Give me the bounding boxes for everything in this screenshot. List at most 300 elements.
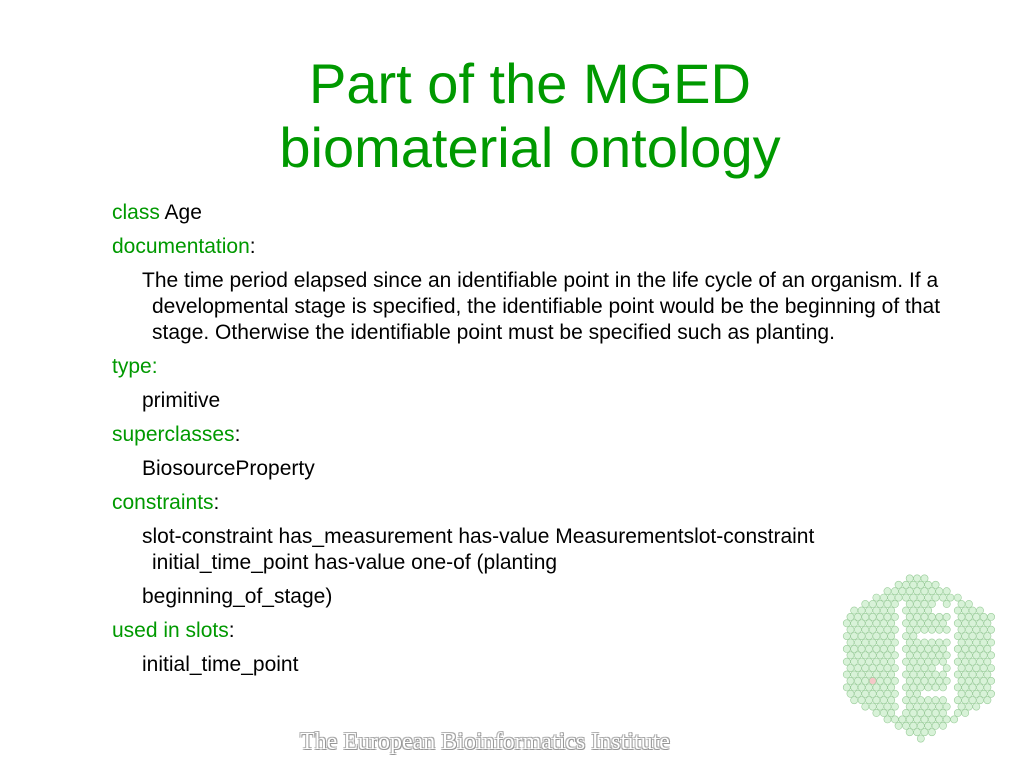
logo-dot xyxy=(958,600,965,607)
logo-dot xyxy=(862,665,869,672)
logo-dot xyxy=(902,671,909,678)
logo-dot xyxy=(865,671,872,678)
logo-dot xyxy=(880,633,887,640)
logo-dot xyxy=(939,594,946,601)
logo-dot xyxy=(925,581,932,588)
logo-dot xyxy=(888,620,895,627)
logo-dot xyxy=(880,594,887,601)
logo-dot xyxy=(932,684,939,691)
logo-dot xyxy=(973,626,980,633)
superclasses-colon: : xyxy=(234,423,241,446)
logo-dot xyxy=(847,665,854,672)
logo-dot xyxy=(973,639,980,646)
logo-dot xyxy=(865,697,872,704)
logo-dot xyxy=(884,626,891,633)
logo-dot xyxy=(862,690,869,697)
logo-dot xyxy=(851,671,858,678)
used-in-slots-colon: : xyxy=(228,619,235,642)
logo-dot xyxy=(877,703,884,710)
logo-dot xyxy=(854,626,861,633)
logo-dot xyxy=(936,677,943,684)
logo-dot xyxy=(847,677,854,684)
logo-dot xyxy=(877,652,884,659)
logo-dot xyxy=(925,607,932,614)
logo-dot xyxy=(969,697,976,704)
logo-dot xyxy=(847,690,854,697)
logo-dot-grid xyxy=(843,575,995,742)
logo-dot xyxy=(858,620,865,627)
logo-dot xyxy=(888,633,895,640)
logo-dot xyxy=(854,690,861,697)
logo-dot xyxy=(902,594,909,601)
logo-dot xyxy=(902,658,909,665)
logo-dot xyxy=(943,716,950,723)
logo-dot xyxy=(854,652,861,659)
logo-dot xyxy=(925,658,932,665)
logo-dot xyxy=(954,633,961,640)
logo-dot xyxy=(932,645,939,652)
logo-dot xyxy=(847,652,854,659)
logo-dot xyxy=(865,645,872,652)
logo-dot xyxy=(958,677,965,684)
logo-dot xyxy=(851,645,858,652)
logo-dot xyxy=(917,735,924,742)
logo-dot xyxy=(969,684,976,691)
logo-dot xyxy=(921,652,928,659)
logo-dot xyxy=(884,690,891,697)
superclasses-entry xyxy=(112,422,942,448)
logo-dot xyxy=(880,645,887,652)
logo-dot xyxy=(932,671,939,678)
logo-dot xyxy=(965,690,972,697)
logo-dot xyxy=(939,684,946,691)
logo-dot xyxy=(869,600,876,607)
logo-dot xyxy=(917,620,924,627)
logo-dot xyxy=(847,613,854,620)
logo-dot xyxy=(888,658,895,665)
logo-dot xyxy=(954,620,961,627)
logo-dot xyxy=(873,671,880,678)
logo-dot xyxy=(962,658,969,665)
logo-dot xyxy=(891,652,898,659)
logo-dot xyxy=(939,658,946,665)
logo-dot xyxy=(976,645,983,652)
logo-dot xyxy=(925,722,932,729)
logo-dot xyxy=(869,690,876,697)
logo-dot xyxy=(947,594,954,601)
logo-dot xyxy=(865,633,872,640)
logo-dot xyxy=(884,588,891,595)
logo-dot xyxy=(902,709,909,716)
logo-dot xyxy=(943,639,950,646)
logo-dot xyxy=(965,639,972,646)
logo-dot xyxy=(906,626,913,633)
used-in-slots-keyword: used in slots xyxy=(112,619,229,642)
logo-dot xyxy=(862,600,869,607)
logo-dot xyxy=(847,639,854,646)
logo-dot xyxy=(851,658,858,665)
logo-dot xyxy=(973,677,980,684)
logo-dot xyxy=(958,690,965,697)
logo-dot xyxy=(910,645,917,652)
logo-dot xyxy=(902,607,909,614)
logo-dot xyxy=(980,690,987,697)
logo-dot xyxy=(954,709,961,716)
class-value: Age xyxy=(164,201,202,224)
logo-dot xyxy=(854,665,861,672)
logo-dot xyxy=(928,600,935,607)
logo-dot xyxy=(917,722,924,729)
logo-dot xyxy=(943,613,950,620)
logo-dot xyxy=(958,652,965,659)
logo-dot xyxy=(932,658,939,665)
constraints-entry xyxy=(112,490,942,516)
logo-dot xyxy=(851,620,858,627)
logo-dot xyxy=(914,677,921,684)
logo-dot xyxy=(980,639,987,646)
logo-dot xyxy=(936,652,943,659)
logo-dot xyxy=(891,600,898,607)
logo-dot xyxy=(980,613,987,620)
slide-title-line1: Part of the MGED xyxy=(309,52,751,115)
logo-dot xyxy=(843,620,850,627)
logo-dot xyxy=(843,658,850,665)
logo-dot xyxy=(899,716,906,723)
logo-dot xyxy=(988,677,995,684)
logo-dot xyxy=(917,709,924,716)
logo-dot xyxy=(954,684,961,691)
logo-dot xyxy=(888,697,895,704)
logo-dot xyxy=(906,677,913,684)
logo-dot xyxy=(862,652,869,659)
logo-dot xyxy=(969,658,976,665)
logo-dot xyxy=(910,722,917,729)
logo-dot xyxy=(902,645,909,652)
type-value: primitive xyxy=(142,389,221,412)
logo-dot xyxy=(925,709,932,716)
logo-dot xyxy=(910,581,917,588)
logo-dot xyxy=(891,639,898,646)
logo-dot xyxy=(980,626,987,633)
logo-dot xyxy=(873,658,880,665)
logo-dot xyxy=(873,645,880,652)
logo-dot xyxy=(906,639,913,646)
logo-dot xyxy=(906,729,913,736)
logo-dot xyxy=(917,607,924,614)
logo-dot xyxy=(884,716,891,723)
logo-dot xyxy=(869,652,876,659)
logo-dot xyxy=(862,613,869,620)
logo-dot xyxy=(917,594,924,601)
logo-dot xyxy=(902,633,909,640)
class-keyword: class xyxy=(112,201,160,224)
logo-dot xyxy=(877,639,884,646)
logo-dot xyxy=(910,620,917,627)
logo-dot xyxy=(925,620,932,627)
logo-dot xyxy=(988,690,995,697)
logo-dot xyxy=(976,620,983,627)
logo-dot xyxy=(843,633,850,640)
logo-dot xyxy=(891,716,898,723)
logo-dot xyxy=(902,620,909,627)
superclasses-keyword: superclasses xyxy=(112,423,235,446)
logo-dot xyxy=(862,639,869,646)
logo-dot xyxy=(921,600,928,607)
logo-dot xyxy=(895,594,902,601)
logo-dot xyxy=(951,716,958,723)
logo-dot xyxy=(928,626,935,633)
logo-dot xyxy=(917,581,924,588)
logo-dot xyxy=(902,722,909,729)
logo-dot xyxy=(962,671,969,678)
logo-dot xyxy=(880,658,887,665)
logo-dot xyxy=(928,703,935,710)
logo-dot xyxy=(865,684,872,691)
logo-dot xyxy=(954,697,961,704)
logo-dot xyxy=(869,626,876,633)
logo-dot xyxy=(925,684,932,691)
logo-dot xyxy=(921,716,928,723)
logo-dot xyxy=(914,613,921,620)
logo-dot xyxy=(921,677,928,684)
logo-dot xyxy=(980,665,987,672)
logo-dot xyxy=(858,607,865,614)
logo-dot xyxy=(925,697,932,704)
logo-dot xyxy=(943,703,950,710)
logo-dot xyxy=(910,633,917,640)
logo-dot xyxy=(865,620,872,627)
logo-dot xyxy=(910,684,917,691)
logo-dot xyxy=(962,620,969,627)
logo-dot xyxy=(928,639,935,646)
logo-dot xyxy=(965,665,972,672)
type-entry xyxy=(112,354,942,380)
logo-dot xyxy=(906,690,913,697)
logo-dot xyxy=(958,703,965,710)
logo-dot xyxy=(954,671,961,678)
logo-dot xyxy=(973,613,980,620)
logo-dot xyxy=(939,620,946,627)
logo-dot xyxy=(914,588,921,595)
logo-dot xyxy=(925,671,932,678)
type-keyword: type: xyxy=(112,355,158,378)
logo-dot xyxy=(936,613,943,620)
logo-dot xyxy=(880,697,887,704)
logo-dot xyxy=(954,658,961,665)
logo-dot xyxy=(976,633,983,640)
logo-dot xyxy=(928,665,935,672)
logo-dot xyxy=(939,671,946,678)
logo-dot xyxy=(943,652,950,659)
logo-dot xyxy=(921,575,928,582)
ebi-logo-icon xyxy=(832,568,1006,744)
logo-dot xyxy=(965,703,972,710)
logo-dot xyxy=(939,709,946,716)
logo-dot xyxy=(873,684,880,691)
logo-dot xyxy=(873,633,880,640)
logo-dot xyxy=(884,600,891,607)
logo-dot xyxy=(969,607,976,614)
logo-dot xyxy=(921,665,928,672)
logo-dot xyxy=(962,709,969,716)
logo-dot xyxy=(939,697,946,704)
logo-dot xyxy=(976,684,983,691)
logo-dot xyxy=(888,645,895,652)
logo-dot xyxy=(851,607,858,614)
logo-dot xyxy=(917,684,924,691)
logo-dot xyxy=(877,600,884,607)
logo-dot xyxy=(921,626,928,633)
logo-dot xyxy=(902,697,909,704)
ontology-definition xyxy=(112,200,942,678)
logo-dot xyxy=(869,703,876,710)
logo-dot xyxy=(917,645,924,652)
logo-dot xyxy=(906,665,913,672)
logo-dot xyxy=(925,594,932,601)
logo-dot xyxy=(914,729,921,736)
logo-dot xyxy=(891,677,898,684)
logo-dot xyxy=(858,633,865,640)
logo-dot xyxy=(932,709,939,716)
constraints-text: slot-constraint has_measurement has-value Measurementslot-constraint initial_time_point has-value one-of (planting xyxy=(142,525,815,574)
footer-institute-name: The European Bioinformatics Institute xyxy=(300,729,670,755)
logo-dot xyxy=(917,658,924,665)
logo-dot xyxy=(843,671,850,678)
logo-dot xyxy=(965,600,972,607)
logo-dot xyxy=(891,690,898,697)
logo-dot xyxy=(954,645,961,652)
logo-dot xyxy=(880,684,887,691)
logo-dot xyxy=(936,703,943,710)
logo-dot xyxy=(936,588,943,595)
logo-dot xyxy=(965,652,972,659)
logo-dot xyxy=(914,703,921,710)
logo-dot xyxy=(936,626,943,633)
logo-dot xyxy=(936,639,943,646)
logo-dot xyxy=(910,709,917,716)
logo-dot xyxy=(888,709,895,716)
logo-dot xyxy=(932,697,939,704)
logo-dot xyxy=(877,613,884,620)
logo-dot xyxy=(932,722,939,729)
superclasses-value: BiosourceProperty xyxy=(142,457,315,480)
logo-dot xyxy=(917,671,924,678)
logo-dot xyxy=(858,645,865,652)
logo-dot xyxy=(865,658,872,665)
logo-dot xyxy=(858,697,865,704)
logo-dot xyxy=(976,607,983,614)
logo-dot xyxy=(921,588,928,595)
logo-dot xyxy=(988,639,995,646)
logo-dot xyxy=(969,671,976,678)
logo-dot xyxy=(973,665,980,672)
logo-dot xyxy=(928,652,935,659)
class-entry xyxy=(112,200,942,226)
logo-dot xyxy=(884,665,891,672)
logo-dot xyxy=(891,588,898,595)
logo-dot xyxy=(984,645,991,652)
logo-dot xyxy=(962,684,969,691)
logo-dot xyxy=(925,645,932,652)
logo-dot xyxy=(858,671,865,678)
logo-dot xyxy=(906,588,913,595)
logo-dot xyxy=(910,658,917,665)
logo-dot xyxy=(954,594,961,601)
logo-dot xyxy=(954,607,961,614)
logo-dot xyxy=(891,703,898,710)
logo-dot xyxy=(869,665,876,672)
logo-dot xyxy=(958,665,965,672)
logo-dot xyxy=(884,613,891,620)
logo-dot xyxy=(914,626,921,633)
logo-dot xyxy=(921,703,928,710)
logo-dot xyxy=(914,600,921,607)
logo-dot xyxy=(843,645,850,652)
logo-dot xyxy=(880,671,887,678)
logo-dot xyxy=(914,652,921,659)
logo-dot xyxy=(877,665,884,672)
logo-dot xyxy=(928,613,935,620)
logo-dot xyxy=(877,677,884,684)
logo-dot xyxy=(862,703,869,710)
logo-dot xyxy=(851,697,858,704)
logo-dot xyxy=(973,690,980,697)
documentation-colon: : xyxy=(249,235,256,258)
logo-dot xyxy=(943,677,950,684)
logo-dot xyxy=(984,697,991,704)
logo-dot xyxy=(939,645,946,652)
logo-dot xyxy=(980,652,987,659)
logo-dot xyxy=(873,697,880,704)
logo-dot xyxy=(921,613,928,620)
logo-dot xyxy=(984,684,991,691)
logo-dot xyxy=(976,671,983,678)
logo-dot xyxy=(921,639,928,646)
logo-dot xyxy=(928,677,935,684)
slide-title xyxy=(0,52,1024,180)
logo-dot xyxy=(965,677,972,684)
logo-dot xyxy=(906,652,913,659)
logo-dot xyxy=(858,658,865,665)
logo-dot xyxy=(914,716,921,723)
logo-dot xyxy=(854,613,861,620)
logo-dot xyxy=(984,620,991,627)
logo-dot xyxy=(932,620,939,627)
logo-dot xyxy=(851,684,858,691)
logo-dot xyxy=(873,620,880,627)
logo-dot xyxy=(902,684,909,691)
logo-dot xyxy=(969,645,976,652)
logo-dot xyxy=(869,613,876,620)
logo-dot xyxy=(980,677,987,684)
logo-dot xyxy=(869,639,876,646)
logo-dot xyxy=(873,594,880,601)
constraints-colon: : xyxy=(213,491,220,514)
logo-dot xyxy=(895,722,902,729)
logo-dot xyxy=(906,575,913,582)
logo-dot xyxy=(869,677,876,684)
logo-dot xyxy=(928,588,935,595)
logo-dot xyxy=(969,633,976,640)
logo-dot xyxy=(962,645,969,652)
logo-dot xyxy=(862,677,869,684)
used-in-slots-value: initial_time_point xyxy=(142,653,299,676)
logo-dot xyxy=(877,626,884,633)
logo-dot xyxy=(958,639,965,646)
logo-dot xyxy=(847,626,854,633)
logo-dot xyxy=(984,658,991,665)
logo-dot xyxy=(943,600,950,607)
